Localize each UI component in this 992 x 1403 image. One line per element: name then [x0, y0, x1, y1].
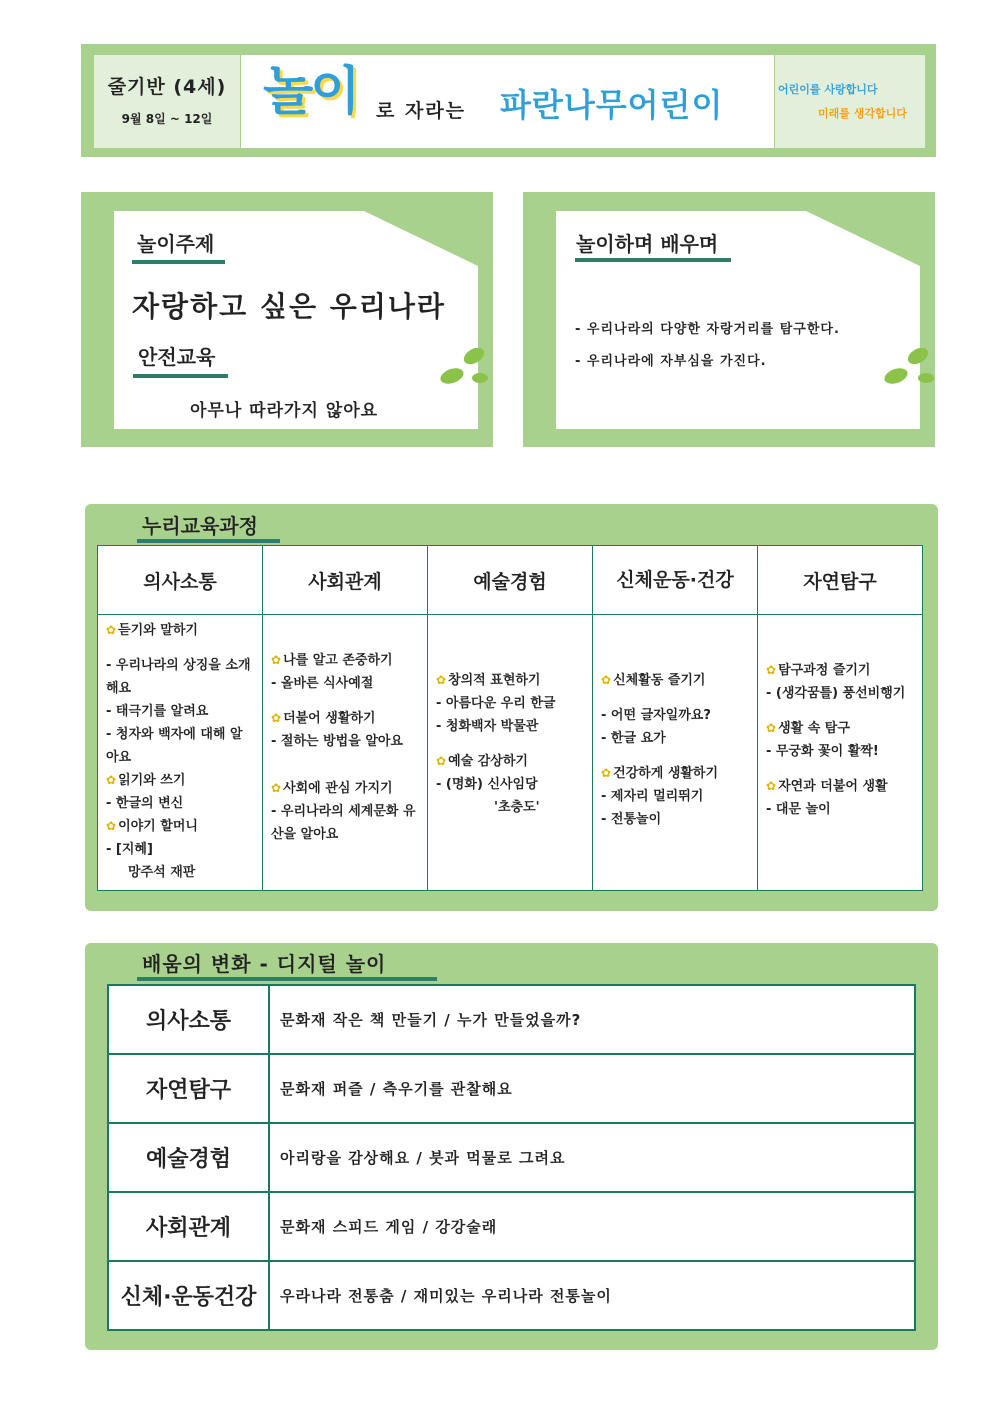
nuri-subheading: 예술 감상하기	[448, 754, 528, 769]
school-name: 파란나무어린이	[500, 86, 724, 124]
nuri-subheading: 이야기 할머니	[118, 819, 198, 834]
learning-label: 놀이하며 배우며	[576, 232, 719, 256]
digital-content: 문화재 스피드 게임 / 강강술래	[269, 1192, 915, 1261]
week-range: 9월 8일 ~ 12일	[121, 112, 213, 126]
nuri-header-physical: 신체운동·건강	[593, 546, 758, 615]
motto-line-1: 어린이를 사랑합니다	[778, 83, 878, 96]
nuri-item: - 청화백자 박물관	[436, 719, 539, 734]
digital-area: 의사소통	[108, 985, 269, 1054]
nuri-item: - 태극기를 알려요	[106, 704, 209, 719]
theme-label: 놀이주제	[137, 232, 215, 256]
nuri-item: - 아름다운 우리 한글	[436, 696, 556, 711]
nuri-subheading: 건강하게 생활하기	[613, 766, 719, 781]
table-row	[108, 1123, 915, 1192]
safety-text: 아무나 따라가지 않아요	[190, 401, 379, 421]
table-row	[108, 1261, 915, 1330]
nuri-title: 누리교육과정	[142, 514, 258, 538]
theme-title: 자랑하고 싶은 우리나라	[132, 290, 446, 323]
safety-label: 안전교육	[138, 345, 216, 369]
nuri-item: - 우리나라의 세계문화 유산을 알아요	[271, 804, 416, 842]
class-name: 줄기반 (4세)	[107, 76, 227, 98]
nuri-item: 망주석 재판	[128, 865, 196, 880]
digital-area: 신체·운동건강	[108, 1261, 269, 1330]
nuri-subheading: 나를 알고 존중하기	[283, 653, 393, 668]
flower-icon: ✿	[106, 623, 117, 637]
flower-icon: ✿	[271, 711, 282, 725]
nuri-item: - 한글 요가	[601, 731, 666, 746]
nuri-item: - 전통놀이	[601, 812, 662, 827]
nuri-item: - 어떤 글자일까요?	[601, 708, 711, 723]
nuri-cell-communication	[98, 615, 263, 891]
flower-icon: ✿	[106, 773, 117, 787]
digital-title: 배움의 변화 - 디지털 놀이	[142, 952, 387, 976]
table-row	[108, 1054, 915, 1123]
nuri-item: - 무궁화 꽃이 활짝!	[766, 744, 879, 759]
digital-area: 자연탐구	[108, 1054, 269, 1123]
nuri-item: - 한글의 변신	[106, 796, 184, 811]
nuri-cell-art	[428, 615, 593, 891]
logo-play-text: 놀이	[263, 62, 358, 122]
flower-icon: ✿	[766, 779, 777, 793]
digital-content: 문화재 퍼즐 / 측우기를 관찰해요	[269, 1054, 915, 1123]
logo-subtext: 로 자라는	[376, 100, 467, 122]
leaf-icon	[434, 342, 490, 386]
nuri-item: - (생각꿈틀) 풍선비행기	[766, 686, 906, 701]
flower-icon: ✿	[271, 781, 282, 795]
nuri-subheading: 창의적 표현하기	[448, 673, 541, 688]
digital-content: 우라나라 전통춤 / 재미있는 우리나라 전통놀이	[269, 1261, 915, 1330]
table-row	[108, 1192, 915, 1261]
nuri-subheading: 탐구과정 즐기기	[778, 663, 871, 678]
nuri-header-communication: 의사소통	[98, 546, 263, 615]
digital-content: 아리랑을 감상해요 / 붓과 먹물로 그려요	[269, 1123, 915, 1192]
safety-label-underline	[133, 374, 228, 378]
learning-item: - 우리나라에 자부심을 가진다.	[575, 354, 767, 369]
flower-icon: ✿	[436, 754, 447, 768]
digital-table	[107, 984, 916, 1331]
flower-icon: ✿	[601, 673, 612, 687]
nuri-item: - 우리나라의 상징을 소개해요	[106, 658, 251, 696]
flower-icon: ✿	[436, 673, 447, 687]
nuri-item: - 청자와 백자에 대해 알아요	[106, 727, 243, 765]
nuri-item: - 대문 놀이	[766, 802, 831, 817]
nuri-subheading: 신체활동 즐기기	[613, 673, 706, 688]
class-box	[94, 55, 240, 148]
nuri-subheading: 자연과 더불어 생활	[778, 779, 888, 794]
motto-line-2: 미래를 생각합니다	[818, 107, 907, 120]
nuri-subheading: 사회에 관심 가지기	[283, 781, 393, 796]
nuri-cell-physical	[593, 615, 758, 891]
nuri-cell-nature	[758, 615, 923, 891]
digital-area: 예술경험	[108, 1123, 269, 1192]
nuri-subheading: 생활 속 탐구	[778, 721, 850, 736]
leaf-icon	[878, 342, 938, 386]
flower-icon: ✿	[766, 721, 777, 735]
digital-title-underline	[137, 977, 437, 981]
nuri-header-nature: 자연탐구	[758, 546, 923, 615]
nuri-item: - 절하는 방법을 알아요	[271, 734, 403, 749]
nuri-item: - 올바른 식사예절	[271, 676, 374, 691]
theme-label-underline	[132, 260, 225, 264]
nuri-title-underline	[137, 539, 280, 543]
learning-item: - 우리나라의 다양한 자랑거리를 탐구한다.	[575, 322, 840, 337]
nuri-subheading: 더불어 생활하기	[283, 711, 376, 726]
nuri-header-art: 예술경험	[428, 546, 593, 615]
flower-icon: ✿	[271, 653, 282, 667]
flower-icon: ✿	[766, 663, 777, 677]
nuri-header-social: 사회관계	[263, 546, 428, 615]
table-row	[108, 985, 915, 1054]
digital-area: 사회관계	[108, 1192, 269, 1261]
nuri-subheading: 듣기와 말하기	[118, 623, 198, 638]
nuri-item: - (명화) 신사임당	[436, 777, 538, 792]
nuri-item: - [지혜]	[106, 842, 153, 857]
nuri-item: - 제자리 멀리뛰기	[601, 789, 704, 804]
digital-content: 문화재 작은 책 만들기 / 누가 만들었을까?	[269, 985, 915, 1054]
nuri-subheading: 읽기와 쓰기	[118, 773, 186, 788]
learning-label-underline	[575, 258, 731, 262]
nuri-item: '초충도'	[494, 800, 540, 815]
flower-icon: ✿	[601, 766, 612, 780]
nuri-table	[97, 545, 923, 891]
flower-icon: ✿	[106, 819, 117, 833]
nuri-cell-social	[263, 615, 428, 891]
motto-box	[775, 55, 925, 148]
